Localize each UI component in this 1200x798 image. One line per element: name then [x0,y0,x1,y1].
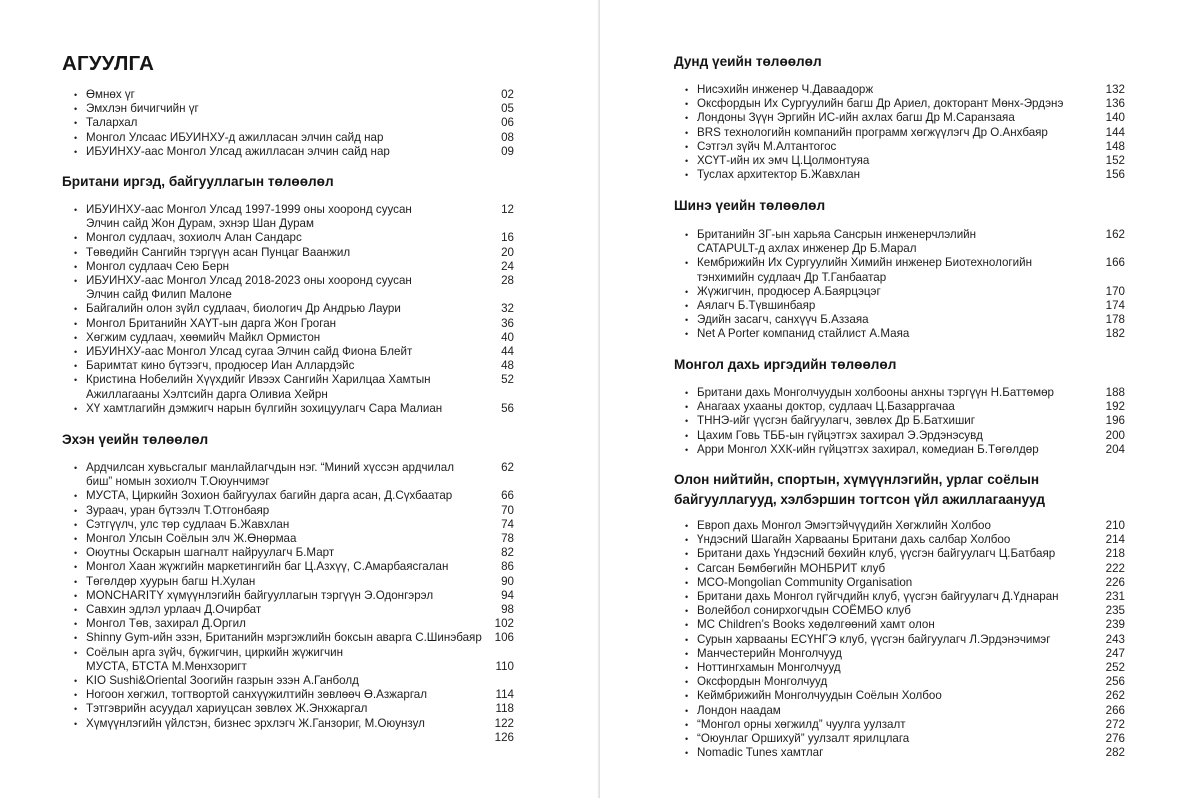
bullet-icon: • [685,388,689,398]
bullet-icon: • [685,170,689,181]
toc-item-page: 247 [1105,646,1125,660]
toc-item-title: Сэтгүүлч, улс төр судлаач Б.Жавхлан [86,517,290,531]
bullet-icon: • [74,605,78,616]
section-list [685,519,1125,760]
toc-item-title: Монгол судлаач, зохиолч Алан Сандарс [86,231,302,245]
toc-item-page: 272 [1105,717,1125,731]
toc-item-title: Аялагч Б.Түвшинбаяр [697,299,816,313]
toc-item-page: 86 [501,560,514,574]
toc-item-title: Оюутны Оскарын шагналт найруулагч Б.Март [86,546,335,560]
toc-item-page: 122 [494,716,514,730]
toc-item [685,154,1125,168]
toc-item-title: Сурын харвааны ЕСҮНГЭ клуб, үүсгэн байгуулагч Л.Эрдэнэчимэг [697,632,1051,646]
toc-item-page: 204 [1105,442,1125,456]
toc-item [74,674,514,688]
toc-item-title: Лондоны Зүүн Эргийн ИС-ийн ахлах багш Др М.Саранзаяа [697,111,1015,125]
toc-item-title: Монгол Хаан жүжгийн маркетингийн баг Ц.Азхүү, С.Амарбаясгалан [86,560,449,574]
toc-item-page: 214 [1105,533,1125,547]
bullet-icon: • [74,276,78,287]
toc-item-title: Net A Porter компанид стайлист А.Маяа [697,327,910,341]
toc-item [74,631,514,645]
bullet-icon: • [685,156,689,167]
toc-item [74,575,514,589]
toc-item-page: 188 [1105,386,1125,399]
page-title: АГУУЛГА [62,52,155,75]
toc-item-title: Ардчилсан хувьсгалыг манлайлагчдын нэг. “Миний хүссэн ардчилал биш” номын зохиолч Т.Оюунчимэг [86,461,454,489]
toc-item-page: 70 [501,503,514,517]
bullet-icon: • [685,329,689,340]
toc-item [685,533,1125,547]
toc-item-page: 16 [501,231,514,245]
bullet-icon: • [74,548,78,559]
toc-item [74,317,514,331]
toc-item [685,386,1125,400]
toc-item-title: MCO-Mongolian Community Organisation [697,575,913,589]
toc-item [685,140,1125,154]
section-list [74,461,514,745]
toc-item-title: Арри Монгол ХХК-ийн гүйцэтгэх захирал, комедиан Б.Төгөлдөр [697,442,1039,456]
toc-item [74,589,514,603]
toc-item [685,547,1125,561]
toc-item [685,689,1125,703]
bullet-icon: • [685,705,689,716]
toc-item-page: 262 [1105,689,1125,703]
toc-item-title: Ногоон хөгжил, тогтвортой санхүүжилтийн зөвлөөч Ө.Азжаргал [86,688,428,702]
bullet-icon: • [74,347,78,358]
toc-item-title: Анагаах ухааны доктор, судлаач Ц.Базарргачаа [697,400,955,414]
section-list [685,83,1125,182]
bullet-icon: • [74,562,78,573]
toc-item [685,429,1125,443]
toc-item-title: Кристина Нобелийн Хүүхдийг Ивээх Сангийн Харилцаа Хамтын Ажиллагааны Хэлтсийн дарга Оливиа Хейрн [86,373,431,401]
toc-item-title: Сэтгэл зүйч М.Алтантогос [697,139,837,153]
toc-item-page: 12 [501,203,514,216]
bullet-icon: • [685,113,689,124]
toc-item [685,126,1125,140]
bullet-icon: • [685,606,689,617]
toc-item-title: Лондон наадам [697,703,781,717]
intro-list [74,88,514,159]
toc-item-page: 74 [501,517,514,531]
bullet-icon: • [74,519,78,530]
toc-item [685,618,1125,632]
toc-item [685,111,1125,125]
toc-item [74,88,514,102]
toc-item [685,228,1125,256]
toc-item-page: 252 [1105,661,1125,675]
bullet-icon: • [74,318,78,329]
toc-item-title: Британийн ЗГ-ын харьяа Сансрын инженерчлэлийн CATAPULT-д ахлах инженер Др Б.Марал [697,228,977,256]
toc-item-page: 66 [501,489,514,503]
toc-item [74,116,514,130]
toc-item-title: Монгол Төв, захирал Д.Оргил [86,617,246,631]
bullet-icon: • [685,141,689,152]
toc-item-page: 08 [501,130,514,144]
toc-item-title: МУСТА, Циркийн Зохион байгуулах багийн дарга асан, Д.Сүхбаатар [86,489,453,503]
toc-item-title: “Монгол орны хөгжилд” чуулга уулзалт [697,717,906,731]
toc-item [685,83,1125,97]
toc-item [685,327,1125,341]
bullet-icon: • [685,85,689,95]
toc-item-title: Хүмүүнлэгийн үйлстэн, бизнес эрхлэгч Ж.Ганзориг, М.Оюунзул [86,716,425,730]
toc-item-page: 56 [501,401,514,415]
toc-item [74,532,514,546]
right-page [600,0,1200,798]
toc-item-page: 78 [501,532,514,546]
toc-item-page: 136 [1105,97,1125,111]
toc-item-page: 118 [495,702,514,716]
toc-item-page: 06 [501,116,514,130]
toc-item-page: 156 [1105,168,1125,182]
toc-item-title: Британи дахь Үндэсний бөхийн клуб, үүсгэн байгуулагч Ц.Батбаяр [697,547,1056,561]
bullet-icon: • [74,491,78,502]
toc-item-page: 231 [1105,590,1125,604]
toc-item-title: Британи дахь Монголчуудын холбооны анхны тэргүүн Н.Баттөмөр [697,386,1054,399]
toc-item-title: MC Children’s Books хөдөлгөөний хамт олон [697,618,935,632]
toc-item-title: Монгол Британийн ХАҮТ-ын дарга Жон Гроган [86,316,337,330]
toc-item [685,661,1125,675]
toc-item-page: 102 [494,617,514,631]
toc-item-title: Кеймбрижийн Монголчуудын Соёлын Холбоо [697,689,942,703]
toc-item [74,646,514,674]
toc-item-page: 266 [1105,703,1125,717]
toc-item-title: “Оюунлаг Оршихуй” уулзалт ярилцлага [697,732,910,746]
bullet-icon: • [74,676,78,687]
bullet-icon: • [74,118,78,129]
toc-item [74,345,514,359]
bullet-icon: • [685,444,689,455]
toc-item-title: Оксфордын Их Сургуулийн багш Др Ариел, докторант Мөнх-Эрдэнэ [697,97,1064,111]
bullet-icon: • [685,301,689,312]
toc-item-title: Кембрижийн Их Сургуулийн Химийн инженер Биотехнологийн тэнхимийн судлаач Др Т.Ганбаатар [697,256,1033,284]
section-heading: Шинэ үеийн төлөөлөл [674,198,826,213]
bullet-icon: • [685,286,689,297]
toc-item-title: ИБУИНХУ-аас Монгол Улсад 1997-1999 оны хооронд суусан Элчин сайд Жон Дурам, эхнэр Шан Дурам [86,203,412,231]
bullet-icon: • [685,691,689,702]
bullet-icon: • [74,205,78,215]
toc-item-page: 114 [495,688,514,702]
bullet-icon: • [685,430,689,441]
toc-item-title: Хөгжим судлаач, хөөмийч Майкл Ормистон [86,330,321,344]
toc-item [685,633,1125,647]
toc-item [685,590,1125,604]
toc-item-title: Сагсан Бөмбөгийн МОНБРИТ клуб [697,561,886,575]
toc-item-page: 52 [501,373,514,387]
toc-item-page: 140 [1105,111,1125,125]
bullet-icon: • [685,677,689,688]
bullet-icon: • [685,748,689,759]
toc-item-title: Оксфордын Монголчууд [697,675,828,689]
toc-item [74,274,514,302]
toc-item-title: Баримтат кино бүтээгч, продюсер Иан Аллардэйс [86,359,355,373]
bullet-icon: • [74,104,78,115]
bullet-icon: • [685,230,689,240]
toc-item-title: Байгалийн олон зүйл судлаач, биологич Др Андрью Лаури [86,302,401,316]
toc-item-title: Соёлын арга зүйч, бүжигчин, циркийн жүжигчин МУСТА, БТСТА М.Мөнхзоригт [86,645,344,673]
toc-item-title: Савхин эдлэл урлаач Д.Очирбат [86,603,262,617]
toc-item-page: 48 [501,359,514,373]
toc-item [74,504,514,518]
toc-item-page: 196 [1105,414,1125,428]
bullet-icon: • [74,633,78,644]
toc-item-page: 02 [501,88,514,101]
toc-item [74,731,514,745]
toc-item [685,647,1125,661]
section-heading: Олон нийтийн, спортын, хүмүүнлэгийн, урлаг соёлын байгууллагууд, хэлбэршин тогтсон үйл ажиллагаанууд [674,472,1045,507]
toc-item [685,746,1125,760]
toc-item-page: 106 [494,631,514,645]
section-list [74,203,514,416]
toc-item-title: Цахим Говь ТББ-ын гүйцэтгэх захирал Э.Эрдэнэсувд [697,428,983,442]
toc-item-title: Nomadic Tunes хамтлаг [697,746,824,760]
toc-item [74,717,514,731]
toc-item [74,373,514,401]
toc-item [74,331,514,345]
toc-item-title: Жүжигчин, продюсер А.Баярцэцэг [697,284,881,298]
toc-item [74,231,514,245]
toc-item [74,702,514,716]
toc-item-title: ИБУИНХУ-аас Монгол Улсад ажилласан элчин сайд нар [86,144,390,158]
toc-item-page: 94 [501,588,514,602]
bullet-icon: • [74,690,78,701]
toc-item-title: ИБУИНХУ-аас Монгол Улсад сугаа Элчин сайд Фиона Блейт [86,345,413,359]
toc-item-page: 32 [501,302,514,316]
bullet-icon: • [74,247,78,258]
toc-item-title: ХСҮТ-ийн их эмч Ц.Цолмонтуяа [697,154,870,168]
toc-item-page: 24 [501,259,514,273]
toc-item [685,732,1125,746]
toc-item-title: Тэтгэврийн асуудал хариуцсан зөвлөх Ж.Энхжаргал [86,702,368,716]
toc-item-page: 132 [1105,83,1125,96]
bullet-icon: • [685,521,689,531]
bullet-icon: • [74,576,78,587]
toc-item-title: Монгол Улсын Соёлын элч Ж.Өнөрмаа [86,532,297,546]
bullet-icon: • [74,505,78,516]
toc-item [74,402,514,416]
bullet-icon: • [685,634,689,645]
bullet-icon: • [74,403,78,414]
toc-item-title: Үндэсний Шагайн Харвааны Британи дахь салбар Холбоо [697,533,1011,547]
toc-item-page: 36 [501,316,514,330]
toc-item [74,489,514,503]
toc-item-title: ТННЭ-ийг үүсгэн байгуулагч, зөвлөх Др Б.Батхишиг [697,414,976,428]
bullet-icon: • [74,146,78,157]
bullet-icon: • [74,332,78,343]
bullet-icon: • [74,718,78,729]
toc-item-page: 148 [1105,139,1125,153]
toc-item-title: Төвөдийн Сангийн тэргүүн асан Пунцаг Ваанжил [86,245,351,259]
toc-item-title: Манчестерийн Монголчууд [697,646,842,660]
bullet-icon: • [685,258,689,269]
bullet-icon: • [685,563,689,574]
bullet-icon: • [74,261,78,272]
bullet-icon: • [74,90,78,100]
toc-item [685,562,1125,576]
toc-item-title: Нисэхийн инженер Ч.Даваадорж [697,83,874,96]
toc-item-title: Британи дахь Монгол гүйгчдийн клуб, үүсгэн байгуулагч Д.Үднаран [697,590,1059,604]
section-heading: Эхэн үеийн төлөөлөл [62,432,209,447]
bullet-icon: • [685,127,689,138]
toc-item [74,260,514,274]
toc-item-page: 200 [1105,428,1125,442]
toc-item-page: 282 [1105,746,1125,760]
toc-item-page: 40 [501,330,514,344]
toc-item [685,313,1125,327]
toc-item-page: 162 [1105,228,1125,241]
toc-item-page: 98 [501,603,514,617]
toc-item [74,145,514,159]
toc-item-title: MONCHARITY хүмүүнлэгийн байгууллагын тэргүүн Э.Одонгэрэл [86,588,434,602]
toc-item-page: 09 [501,144,514,158]
toc-item [685,97,1125,111]
toc-item-page: 235 [1105,604,1125,618]
toc-item [685,299,1125,313]
toc-item [74,617,514,631]
toc-item-page: 226 [1105,575,1125,589]
toc-item [74,546,514,560]
bullet-icon: • [685,315,689,326]
toc-item-page: 182 [1105,327,1125,341]
bullet-icon: • [74,375,78,386]
bullet-icon: • [685,549,689,560]
toc-item [74,131,514,145]
toc-item [685,704,1125,718]
bullet-icon: • [74,361,78,372]
bullet-icon: • [74,132,78,143]
toc-item-title: Талархал [86,116,138,130]
toc-item-title: Волейбол сонирхогчдын СОЁМБО клуб [697,604,911,618]
toc-item-title: ХҮ хамтлагийн дэмжигч нарын бүлгийн зохицуулагч Сара Малиан [86,401,443,415]
toc-item-page: 276 [1105,732,1125,746]
toc-item-page: 170 [1105,284,1125,298]
bullet-icon: • [685,592,689,603]
toc-item [74,518,514,532]
toc-item [685,718,1125,732]
bullet-icon: • [74,304,78,315]
bullet-icon: • [74,534,78,545]
toc-item-page: 218 [1105,547,1125,561]
toc-item [685,604,1125,618]
toc-item [74,102,514,116]
bullet-icon: • [74,704,78,715]
toc-item-title: Өмнөх үг [86,88,135,101]
toc-item-title: KIO Sushi&Oriental Зоогийн газрын эзэн А.Ганболд [86,674,359,688]
toc-item-page: 110 [495,659,514,673]
toc-item-title: Эдийн засагч, санхүүч Б.Аззаяа [697,313,869,327]
bullet-icon: • [685,99,689,110]
bullet-icon: • [685,663,689,674]
bullet-icon: • [685,535,689,546]
toc-item-title: Shinny Gym-ийн эзэн, Британийн мэргэжлийн боксын аварга С.Шинэбаяр [86,631,482,645]
toc-item-title: Төгөлдөр хуурын багш Н.Хулан [86,574,256,588]
toc-item-page: 239 [1105,618,1125,632]
toc-item [74,246,514,260]
toc-item-title: ИБУИНХУ-аас Монгол Улсад 2018-2023 оны хооронд суусан Элчин сайд Филип Малоне [86,274,412,302]
toc-item [685,400,1125,414]
bullet-icon: • [74,647,78,658]
toc-item-title: Зураач, уран бүтээлч Т.Отгонбаяр [86,503,270,517]
toc-item-page: 243 [1105,632,1125,646]
toc-item [685,519,1125,533]
toc-item [685,256,1125,284]
toc-item-page: 210 [1105,519,1125,532]
section-heading: Британи иргэд, байгууллагын төлөөлөл [62,174,334,189]
section-heading: Дунд үеийн төлөөлөл [674,54,822,69]
toc-item [685,576,1125,590]
toc-item [74,203,514,231]
section-list [685,228,1125,342]
toc-item [685,414,1125,428]
toc-item-page: 178 [1105,313,1125,327]
toc-item-title: Ноттингхамын Монголчууд [697,661,841,675]
toc-item-title: Эмхлэн бичигчийн үг [86,102,199,116]
toc-item-page: 152 [1105,154,1125,168]
toc-item [74,359,514,373]
toc-item-page: 174 [1105,299,1125,313]
section-heading: Монгол дахь иргэдийн төлөөлөл [674,357,897,372]
toc-item-title: Монгол судлаач Сею Берн [86,259,230,273]
bullet-icon: • [74,619,78,630]
toc-item-page: 20 [501,245,514,259]
toc-item [685,443,1125,457]
toc-item [685,285,1125,299]
section-list [685,386,1125,457]
toc-item-page: 05 [501,102,514,116]
toc-item [74,688,514,702]
toc-item-title: Европ дахь Монгол Эмэгтэйчүүдийн Хөгжлийн Холбоо [697,519,991,532]
toc-item-page: 126 [494,730,514,744]
bullet-icon: • [74,463,78,473]
toc-item [685,168,1125,182]
bullet-icon: • [74,590,78,601]
toc-item-title [74,731,514,745]
bullet-icon: • [685,577,689,588]
left-page [0,0,598,798]
bullet-icon: • [685,734,689,745]
toc-item-title: BRS технологийн компанийн программ хөгжүүлэгч Др О.Анхбаяр [697,125,1048,139]
toc-item [74,603,514,617]
toc-item-page: 82 [501,546,514,560]
toc-item-page: 166 [1105,256,1125,270]
toc-item-page: 256 [1105,675,1125,689]
toc-item-page: 44 [501,345,514,359]
toc-item-page: 90 [501,574,514,588]
bullet-icon: • [685,719,689,730]
toc-item-title: Туслах архитектор Б.Жавхлан [697,168,860,182]
toc-item [685,675,1125,689]
toc-item [74,560,514,574]
toc-item-page: 62 [501,461,514,474]
bullet-icon: • [685,620,689,631]
bullet-icon: • [74,233,78,244]
toc-item-page: 192 [1105,400,1125,414]
bullet-icon: • [685,402,689,413]
toc-item-title: Монгол Улсаас ИБУИНХУ-д ажилласан элчин сайд нар [86,130,384,144]
toc-item-page: 28 [501,274,514,288]
toc-item [74,461,514,489]
bullet-icon: • [685,648,689,659]
toc-item-page: 144 [1105,125,1125,139]
bullet-icon: • [685,416,689,427]
toc-item [74,302,514,316]
toc-item-page: 222 [1105,561,1125,575]
